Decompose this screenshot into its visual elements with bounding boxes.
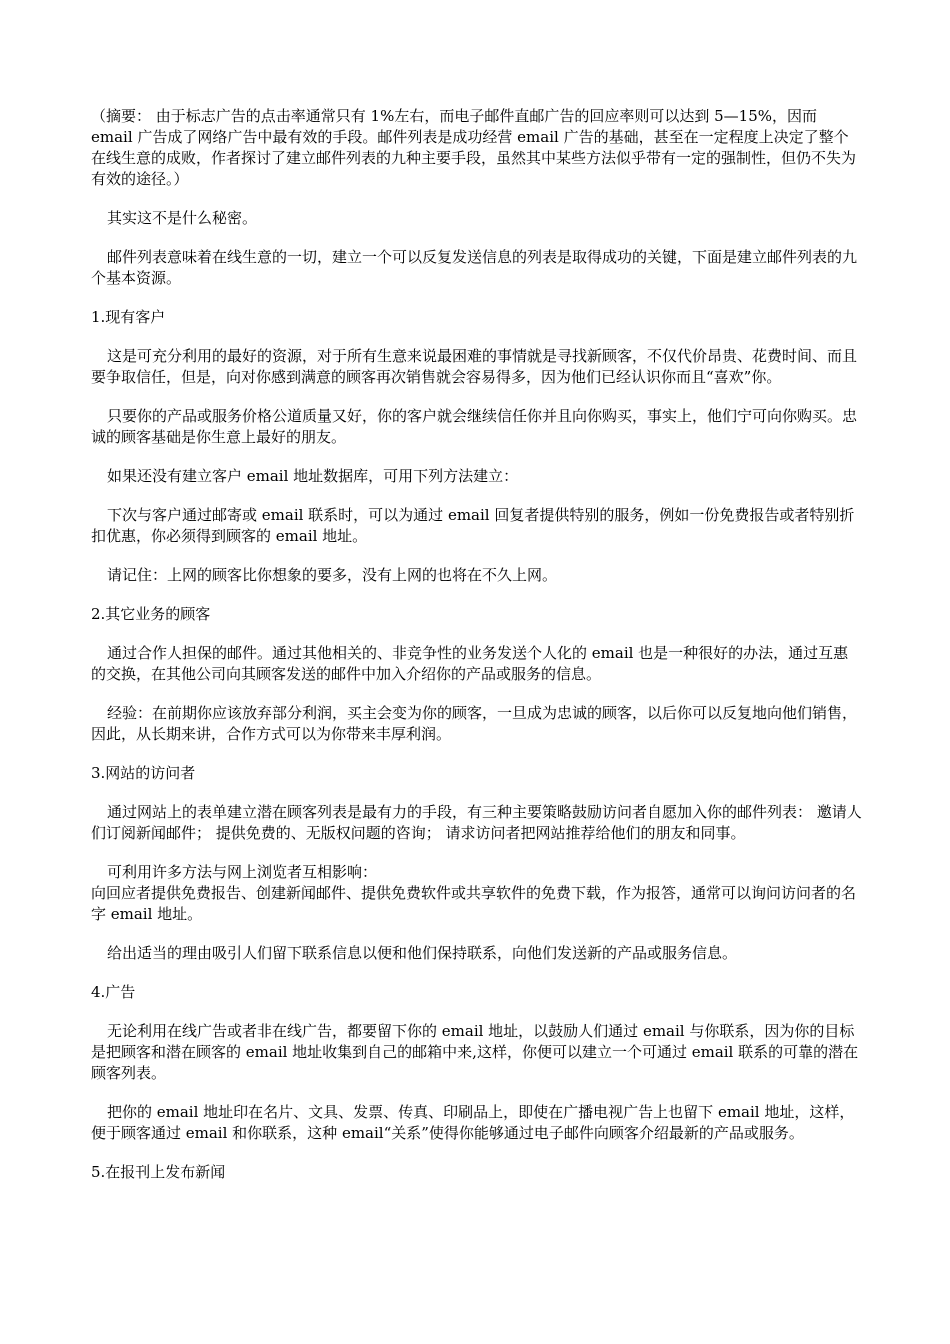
- body-paragraph: 可利用许多方法与网上浏览者互相影响：: [107, 863, 378, 881]
- body-paragraph: 只要你的产品或服务价格公道质量又好，你的客户就会继续信任你并且向你购买，事实上，他们宁可向你购买。忠诚的顾客基础是你生意上最好的朋友。: [91, 407, 858, 446]
- body-paragraph: 经验：在前期你应该放弃部分利润，买主会变为你的顾客，一旦成为忠诚的顾客，以后你可以反复地向他们销售，因此，从长期来讲，合作方式可以为你带来丰厚利润。: [91, 704, 858, 743]
- section-heading: 1.现有客户: [91, 308, 166, 326]
- body-paragraph: 向回应者提供免费报告、创建新闻邮件、提供免费软件或共享软件的免费下载，作为报答，通常可以询问访问者的名字 email 地址。: [91, 884, 857, 923]
- body-paragraph: 这是可充分利用的最好的资源，对于所有生意来说最困难的事情就是寻找新顾客，不仅代价昂贵、花费时间、而且要争取信任，但是，向对你感到满意的顾客再次销售就会容易得多，因为他们已经认识你而且“喜欢”你。: [91, 347, 858, 386]
- body-paragraph: 无论利用在线广告或者非在线广告，都要留下你的 email 地址，以鼓励人们通过 email 与你联系，因为你的目标是把顾客和潜在顾客的 email 地址收集到自己的邮箱中来,这样，你便可以建立一个可通过 email 联系的可靠的潜在顾客列表。: [91, 1022, 859, 1082]
- section-heading: 2.其它业务的顾客: [91, 605, 211, 623]
- intro-paragraph: 邮件列表意味着在线生意的一切，建立一个可以反复发送信息的列表是取得成功的关键，下面是建立邮件列表的九个基本资源。: [91, 248, 858, 287]
- intro-paragraph: 其实这不是什么秘密。: [107, 209, 258, 227]
- body-paragraph: 通过网站上的表单建立潜在顾客列表是最有力的手段，有三种主要策略鼓励访问者自愿加入你的邮件列表： 邀请人们订阅新闻邮件； 提供免费的、无版权问题的咨询； 请求访问者把网站推荐给他们的朋友和同事。: [91, 803, 862, 842]
- section-heading: 5.在报刊上发布新闻: [91, 1163, 226, 1181]
- body-paragraph: 通过合作人担保的邮件。通过其他相关的、非竞争性的业务发送个人化的 email 也是一种很好的办法，通过互惠的交换，在其他公司向其顾客发送的邮件中加入介绍你的产品或服务的信息。: [91, 644, 849, 683]
- section-heading: 4.广告: [91, 983, 136, 1001]
- body-paragraph: 如果还没有建立客户 email 地址数据库，可用下列方法建立：: [107, 467, 519, 485]
- body-paragraph: 给出适当的理由吸引人们留下联系信息以便和他们保持联系，向他们发送新的产品或服务信息。: [107, 944, 738, 962]
- section-heading: 3.网站的访问者: [91, 764, 196, 782]
- body-paragraph: 请记住：上网的顾客比你想象的要多，没有上网的也将在不久上网。: [107, 566, 558, 584]
- body-paragraph: 把你的 email 地址印在名片、文具、发票、传真、印刷品上，即使在广播电视广告上也留下 email 地址，这样，便于顾客通过 email 和你联系，这种 email“关系”使得你能够通过电子邮件向顾客介绍最新的产品或服务。: [91, 1103, 855, 1142]
- document-page: [91, 106, 863, 1201]
- body-paragraph: 下次与客户通过邮寄或 email 联系时，可以为通过 email 回复者提供特别的服务，例如一份免费报告或者特别折扣优惠，你必须得到顾客的 email 地址。: [91, 506, 855, 545]
- abstract-paragraph: （摘要： 由于标志广告的点击率通常只有 1%左右，而电子邮件直邮广告的回应率则可以达到 5—15%，因而 email 广告成了网络广告中最有效的手段。邮件列表是成功经营 email 广告的基础，甚至在一定程度上决定了整个在线生意的成败，作者探讨了建立邮件列表的九种主要手段，虽然其中某些方法似乎带有一定的强制性，但仍不失为有效的途径。）: [91, 107, 857, 188]
